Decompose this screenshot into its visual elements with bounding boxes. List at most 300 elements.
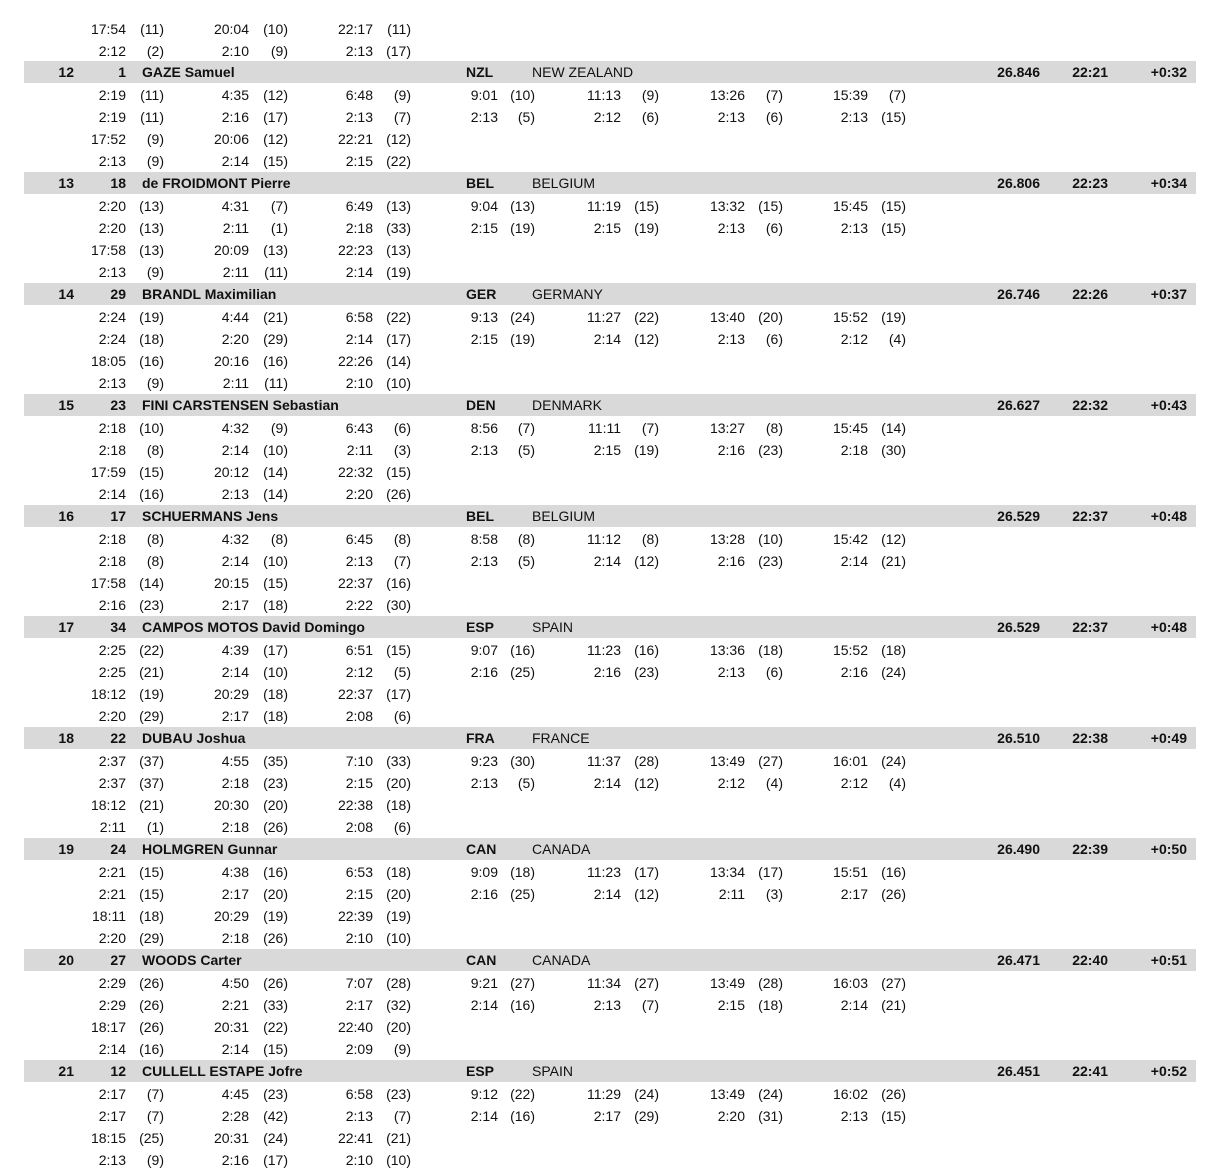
cumulative-split-position: (24): [881, 752, 906, 769]
cumulative-split-time: 17:58: [90, 575, 126, 591]
cumulative-split-position: (37): [139, 752, 164, 769]
lap-split-time: 2:20: [717, 1107, 745, 1124]
cumulative-split-position: (19): [263, 908, 288, 924]
lap-split-position: (15): [139, 885, 164, 902]
rank: 13: [58, 175, 74, 191]
lap-split-time: 2:13: [98, 152, 126, 169]
lap-split-position: (20): [386, 774, 411, 791]
cumulative-split-time: 7:07: [345, 974, 373, 991]
cumulative-split-position: (16): [386, 575, 411, 591]
lap-split-position: (21): [881, 552, 906, 569]
cumulative-split-time: 18:15: [90, 1130, 126, 1146]
cumulative-split-position: (16): [139, 353, 164, 369]
finish-time: 22:23: [1072, 175, 1108, 191]
country-code: NZL: [466, 64, 494, 80]
cumulative-split-position: (28): [386, 974, 411, 991]
cumulative-split-time: 6:58: [345, 308, 373, 325]
cumulative-split-time: 2:37: [98, 752, 126, 769]
lap-split-position: (10): [263, 552, 288, 569]
lap-split-position: (29): [139, 707, 164, 724]
lap-split-time: 2:11: [222, 263, 249, 280]
lap-split-position: (15): [881, 219, 906, 236]
cumulative-split-time: 11:11: [588, 419, 621, 436]
cumulative-split-time: 4:32: [221, 419, 249, 436]
lap-split-position: (10): [263, 441, 288, 458]
cumulative-split-time: 9:01: [470, 86, 498, 103]
cumulative-split-position: (14): [263, 464, 288, 480]
cumulative-split-position: (13): [139, 197, 164, 214]
cumulative-split-position: (25): [139, 1130, 164, 1146]
country-name: BELGIUM: [532, 175, 596, 191]
cumulative-split-time: 13:49: [709, 1085, 745, 1102]
lap-split-time: 2:13: [717, 108, 745, 125]
cumulative-split-position: (20): [263, 797, 288, 813]
lap-split-position: (19): [634, 219, 659, 236]
lap-split-time: 2:15: [345, 152, 373, 169]
lap-split-position: (23): [758, 552, 783, 569]
lap-split-time: 2:17: [593, 1107, 621, 1124]
cumulative-split-time: 13:32: [709, 197, 745, 214]
bib-number: 24: [110, 841, 126, 857]
lap-split-time: 2:13: [470, 441, 498, 458]
lap-split-position: (20): [263, 885, 288, 902]
cumulative-split-position: (7): [765, 86, 783, 103]
lap-split-position: (11): [264, 263, 288, 280]
lap-split-time: 2:17: [98, 1107, 126, 1124]
cumulative-split-time: 2:19: [98, 86, 126, 103]
cumulative-split-position: (20): [758, 308, 783, 325]
lap-split-position: (12): [634, 552, 659, 569]
cumulative-split-position: (11): [140, 21, 164, 37]
cumulative-split-time: 20:09: [213, 242, 249, 258]
lap-split-position: (5): [517, 108, 535, 125]
average-speed: 26.746: [997, 286, 1040, 302]
cumulative-split-time: 16:03: [832, 974, 868, 991]
lap-split-time: 2:14: [98, 1040, 126, 1057]
bib-number: 1: [118, 64, 126, 80]
cumulative-split-time: 22:21: [337, 131, 373, 147]
average-speed: 26.846: [997, 64, 1040, 80]
cumulative-split-time: 13:34: [709, 863, 745, 880]
cumulative-split-time: 9:09: [470, 863, 498, 880]
cumulative-split-position: (11): [140, 86, 164, 103]
lap-split-time: 2:14: [221, 552, 249, 569]
lap-split-position: (12): [634, 774, 659, 791]
cumulative-split-position: (16): [634, 641, 659, 658]
cumulative-split-time: 2:25: [98, 641, 126, 658]
cumulative-split-position: (21): [386, 1130, 411, 1146]
lap-split-position: (6): [765, 330, 783, 347]
time-gap: +0:48: [1150, 619, 1187, 635]
lap-split-position: (5): [517, 441, 535, 458]
cumulative-split-position: (15): [758, 197, 783, 214]
cumulative-split-position: (28): [758, 974, 783, 991]
cumulative-split-time: 16:01: [832, 752, 868, 769]
lap-split-time: 2:29: [98, 996, 126, 1013]
lap-split-position: (6): [641, 108, 659, 125]
cumulative-split-time: 22:17: [337, 21, 373, 37]
cumulative-split-position: (22): [386, 308, 411, 325]
athlete-name: CULLELL ESTAPE Jofre: [142, 1063, 303, 1079]
cumulative-split-time: 18:17: [90, 1019, 126, 1035]
lap-split-time: 2:15: [593, 219, 621, 236]
lap-split-time: 2:14: [221, 152, 249, 169]
lap-split-position: (29): [263, 330, 288, 347]
cumulative-split-time: 22:37: [337, 575, 373, 591]
cumulative-split-time: 4:38: [221, 863, 249, 880]
average-speed: 26.529: [997, 508, 1040, 524]
lap-split-position: (19): [510, 219, 535, 236]
lap-split-position: (10): [386, 1151, 411, 1168]
cumulative-split-position: (15): [139, 863, 164, 880]
rank: 18: [58, 730, 74, 746]
lap-split-time: 2:20: [98, 219, 126, 236]
lap-split-time: 2:17: [221, 885, 249, 902]
cumulative-split-time: 20:06: [213, 131, 249, 147]
lap-split-position: (15): [263, 1040, 288, 1057]
cumulative-split-time: 17:52: [90, 131, 126, 147]
finish-time: 22:21: [1072, 64, 1108, 80]
lap-split-time: 2:12: [840, 774, 868, 791]
average-speed: 26.510: [997, 730, 1040, 746]
finish-time: 22:32: [1072, 397, 1108, 413]
lap-split-position: (17): [386, 330, 411, 347]
lap-split-time: 2:13: [221, 485, 249, 502]
cumulative-split-time: 13:27: [709, 419, 745, 436]
time-gap: +0:51: [1150, 952, 1187, 968]
cumulative-split-position: (9): [146, 131, 164, 147]
time-gap: +0:32: [1150, 64, 1187, 80]
lap-split-position: (42): [263, 1107, 288, 1124]
cumulative-split-time: 22:40: [337, 1019, 373, 1035]
cumulative-split-time: 4:50: [221, 974, 249, 991]
cumulative-split-time: 20:15: [213, 575, 249, 591]
lap-split-time: 2:13: [470, 552, 498, 569]
cumulative-split-position: (13): [386, 197, 411, 214]
cumulative-split-position: (23): [386, 1085, 411, 1102]
lap-split-position: (6): [765, 108, 783, 125]
cumulative-split-time: 9:21: [470, 974, 498, 991]
lap-split-time: 2:13: [717, 219, 745, 236]
cumulative-split-time: 22:23: [337, 242, 373, 258]
cumulative-split-position: (7): [641, 419, 659, 436]
lap-split-time: 2:10: [221, 43, 249, 59]
lap-split-position: (26): [881, 885, 906, 902]
lap-split-time: 2:25: [98, 663, 126, 680]
cumulative-split-position: (27): [634, 974, 659, 991]
athlete-name: GAZE Samuel: [142, 64, 235, 80]
lap-split-position: (11): [140, 108, 164, 125]
cumulative-split-position: (18): [386, 863, 411, 880]
cumulative-split-time: 22:39: [337, 908, 373, 924]
cumulative-split-time: 20:04: [213, 21, 249, 37]
lap-split-position: (5): [517, 552, 535, 569]
lap-split-position: (9): [146, 263, 164, 280]
cumulative-split-time: 4:31: [221, 197, 249, 214]
cumulative-split-time: 7:10: [345, 752, 373, 769]
cumulative-split-position: (18): [139, 908, 164, 924]
athlete-name: HOLMGREN Gunnar: [142, 841, 278, 857]
lap-split-time: 2:15: [593, 441, 621, 458]
lap-split-time: 2:13: [345, 43, 373, 59]
athlete-name: BRANDL Maximilian: [142, 286, 277, 302]
cumulative-split-position: (24): [263, 1130, 288, 1146]
athlete-name: FINI CARSTENSEN Sebastian: [142, 397, 339, 413]
bib-number: 12: [110, 1063, 126, 1079]
lap-split-position: (11): [264, 374, 288, 391]
cumulative-split-time: 6:51: [345, 641, 373, 658]
lap-split-position: (6): [393, 707, 411, 724]
lap-split-time: 2:13: [840, 1107, 868, 1124]
lap-split-position: (26): [263, 818, 288, 835]
country-name: BELGIUM: [532, 508, 596, 524]
cumulative-split-position: (15): [386, 641, 411, 658]
lap-split-time: 2:18: [840, 441, 868, 458]
lap-split-position: (18): [758, 996, 783, 1013]
finish-time: 22:39: [1072, 841, 1108, 857]
cumulative-split-time: 11:37: [587, 752, 621, 769]
rank: 19: [58, 841, 74, 857]
lap-split-position: (4): [888, 330, 906, 347]
country-code: BEL: [466, 508, 494, 524]
cumulative-split-time: 20:31: [213, 1130, 249, 1146]
cumulative-split-time: 17:54: [90, 21, 126, 37]
lap-split-position: (9): [146, 1151, 164, 1168]
average-speed: 26.627: [997, 397, 1040, 413]
lap-split-position: (12): [634, 885, 659, 902]
lap-split-time: 2:13: [470, 774, 498, 791]
rank: 15: [58, 397, 74, 413]
lap-split-time: 2:17: [345, 996, 373, 1013]
country-name: DENMARK: [532, 397, 603, 413]
cumulative-split-position: (7): [517, 419, 535, 436]
cumulative-split-position: (13): [386, 242, 411, 258]
cumulative-split-position: (17): [634, 863, 659, 880]
cumulative-split-position: (12): [386, 131, 411, 147]
average-speed: 26.529: [997, 619, 1040, 635]
cumulative-split-position: (16): [263, 863, 288, 880]
cumulative-split-time: 13:49: [709, 752, 745, 769]
cumulative-split-position: (19): [139, 308, 164, 325]
cumulative-split-position: (8): [270, 530, 288, 547]
cumulative-split-time: 4:55: [221, 752, 249, 769]
lap-split-time: 2:12: [593, 108, 621, 125]
lap-split-time: 2:21: [221, 996, 249, 1013]
lap-split-time: 2:15: [717, 996, 745, 1013]
lap-split-position: (33): [386, 219, 411, 236]
lap-split-time: 2:14: [470, 1107, 498, 1124]
lap-split-time: 2:16: [98, 596, 126, 613]
cumulative-split-position: (8): [517, 530, 535, 547]
lap-split-time: 2:24: [98, 330, 126, 347]
lap-split-time: 2:17: [840, 885, 868, 902]
lap-split-time: 2:12: [840, 330, 868, 347]
lap-split-position: (7): [393, 1107, 411, 1124]
cumulative-split-position: (15): [263, 575, 288, 591]
lap-split-time: 2:11: [99, 818, 126, 835]
cumulative-split-time: 4:44: [221, 308, 249, 325]
cumulative-split-time: 13:49: [709, 974, 745, 991]
cumulative-split-position: (18): [758, 641, 783, 658]
cumulative-split-position: (24): [634, 1085, 659, 1102]
cumulative-split-time: 20:16: [213, 353, 249, 369]
lap-split-position: (23): [634, 663, 659, 680]
cumulative-split-time: 2:29: [98, 974, 126, 991]
lap-split-time: 2:18: [221, 929, 249, 946]
cumulative-split-time: 15:52: [832, 308, 868, 325]
athlete-name: SCHUERMANS Jens: [142, 508, 279, 524]
bib-number: 23: [110, 397, 126, 413]
lap-split-time: 2:08: [345, 707, 373, 724]
lap-split-time: 2:18: [221, 774, 249, 791]
athlete-name: CAMPOS MOTOS David Domingo: [142, 619, 365, 635]
country-name: SPAIN: [532, 619, 573, 635]
lap-split-time: 2:10: [345, 374, 373, 391]
lap-split-time: 2:16: [840, 663, 868, 680]
lap-split-time: 2:15: [345, 774, 373, 791]
cumulative-split-position: (22): [263, 1019, 288, 1035]
lap-split-time: 2:12: [98, 43, 126, 59]
lap-split-time: 2:13: [345, 108, 373, 125]
cumulative-split-time: 9:04: [470, 197, 498, 214]
cumulative-split-position: (8): [765, 419, 783, 436]
lap-split-position: (16): [139, 485, 164, 502]
rank: 14: [58, 286, 74, 302]
cumulative-split-position: (16): [510, 641, 535, 658]
cumulative-split-time: 4:45: [221, 1085, 249, 1102]
lap-split-position: (18): [139, 330, 164, 347]
cumulative-split-position: (17): [758, 863, 783, 880]
cumulative-split-position: (27): [758, 752, 783, 769]
cumulative-split-position: (35): [263, 752, 288, 769]
cumulative-split-position: (15): [139, 464, 164, 480]
cumulative-split-time: 8:58: [470, 530, 498, 547]
lap-split-position: (16): [510, 1107, 535, 1124]
cumulative-split-time: 22:26: [337, 353, 373, 369]
lap-split-time: 2:13: [98, 374, 126, 391]
lap-split-position: (24): [881, 663, 906, 680]
lap-split-time: 2:21: [98, 885, 126, 902]
cumulative-split-time: 15:45: [832, 419, 868, 436]
cumulative-split-time: 15:52: [832, 641, 868, 658]
cumulative-split-position: (14): [386, 353, 411, 369]
lap-split-time: 2:16: [717, 441, 745, 458]
lap-split-position: (3): [393, 441, 411, 458]
cumulative-split-position: (8): [146, 530, 164, 547]
lap-split-time: 2:14: [593, 330, 621, 347]
country-code: CAN: [466, 841, 497, 857]
cumulative-split-time: 17:58: [90, 242, 126, 258]
cumulative-split-time: 4:39: [221, 641, 249, 658]
lap-split-position: (7): [641, 996, 659, 1013]
lap-split-time: 2:14: [840, 552, 868, 569]
lap-split-position: (21): [139, 663, 164, 680]
cumulative-split-position: (17): [386, 686, 411, 702]
lap-split-time: 2:13: [717, 663, 745, 680]
cumulative-split-position: (7): [146, 1085, 164, 1102]
cumulative-split-time: 9:12: [470, 1085, 498, 1102]
lap-split-time: 2:18: [98, 552, 126, 569]
bib-number: 22: [110, 730, 126, 746]
cumulative-split-time: 11:29: [587, 1085, 621, 1102]
rank: 20: [58, 952, 74, 968]
lap-split-position: (8): [146, 552, 164, 569]
lap-split-time: 2:18: [221, 818, 249, 835]
lap-split-position: (23): [758, 441, 783, 458]
lap-split-time: 2:37: [98, 774, 126, 791]
time-gap: +0:48: [1150, 508, 1187, 524]
cumulative-split-position: (12): [881, 530, 906, 547]
lap-split-position: (1): [146, 818, 164, 835]
cumulative-split-time: 6:53: [345, 863, 373, 880]
cumulative-split-time: 6:43: [345, 419, 373, 436]
country-code: FRA: [466, 730, 495, 746]
cumulative-split-time: 15:51: [832, 863, 868, 880]
lap-split-position: (33): [263, 996, 288, 1013]
cumulative-split-position: (9): [641, 86, 659, 103]
lap-split-position: (37): [139, 774, 164, 791]
lap-split-position: (8): [146, 441, 164, 458]
lap-split-time: 2:12: [717, 774, 745, 791]
cumulative-split-time: 11:19: [587, 197, 621, 214]
bib-number: 18: [110, 175, 126, 191]
average-speed: 26.806: [997, 175, 1040, 191]
cumulative-split-time: 2:18: [98, 419, 126, 436]
lap-split-time: 2:16: [470, 663, 498, 680]
lap-split-position: (15): [881, 108, 906, 125]
cumulative-split-time: 13:40: [709, 308, 745, 325]
time-gap: +0:37: [1150, 286, 1187, 302]
lap-split-time: 2:20: [221, 330, 249, 347]
lap-split-position: (29): [139, 929, 164, 946]
rank: 12: [58, 64, 74, 80]
cumulative-split-position: (14): [881, 419, 906, 436]
lap-split-position: (19): [386, 263, 411, 280]
lap-split-position: (9): [146, 374, 164, 391]
lap-split-time: 2:12: [345, 663, 373, 680]
athlete-name: WOODS Carter: [142, 952, 242, 968]
cumulative-split-time: 2:24: [98, 308, 126, 325]
cumulative-split-position: (19): [139, 686, 164, 702]
lap-split-time: 2:15: [470, 219, 498, 236]
lap-split-position: (26): [263, 929, 288, 946]
cumulative-split-position: (13): [139, 242, 164, 258]
lap-split-position: (25): [510, 663, 535, 680]
lap-split-position: (4): [888, 774, 906, 791]
lap-split-time: 2:16: [470, 885, 498, 902]
lap-split-time: 2:10: [345, 929, 373, 946]
cumulative-split-time: 16:02: [832, 1085, 868, 1102]
cumulative-split-position: (13): [263, 242, 288, 258]
cumulative-split-position: (11): [387, 21, 411, 37]
country-code: ESP: [466, 619, 495, 635]
lap-split-time: 2:17: [221, 596, 249, 613]
cumulative-split-time: 2:18: [98, 530, 126, 547]
lap-split-time: 2:17: [221, 707, 249, 724]
lap-split-time: 2:08: [345, 818, 373, 835]
cumulative-split-time: 15:45: [832, 197, 868, 214]
lap-split-time: 2:14: [221, 663, 249, 680]
cumulative-split-time: 2:20: [98, 197, 126, 214]
country-name: SPAIN: [532, 1063, 573, 1079]
average-speed: 26.471: [997, 952, 1040, 968]
cumulative-split-time: 11:23: [587, 863, 621, 880]
finish-time: 22:38: [1072, 730, 1108, 746]
lap-split-time: 2:16: [593, 663, 621, 680]
cumulative-split-position: (27): [881, 974, 906, 991]
lap-split-time: 2:13: [345, 552, 373, 569]
lap-split-time: 2:20: [98, 929, 126, 946]
